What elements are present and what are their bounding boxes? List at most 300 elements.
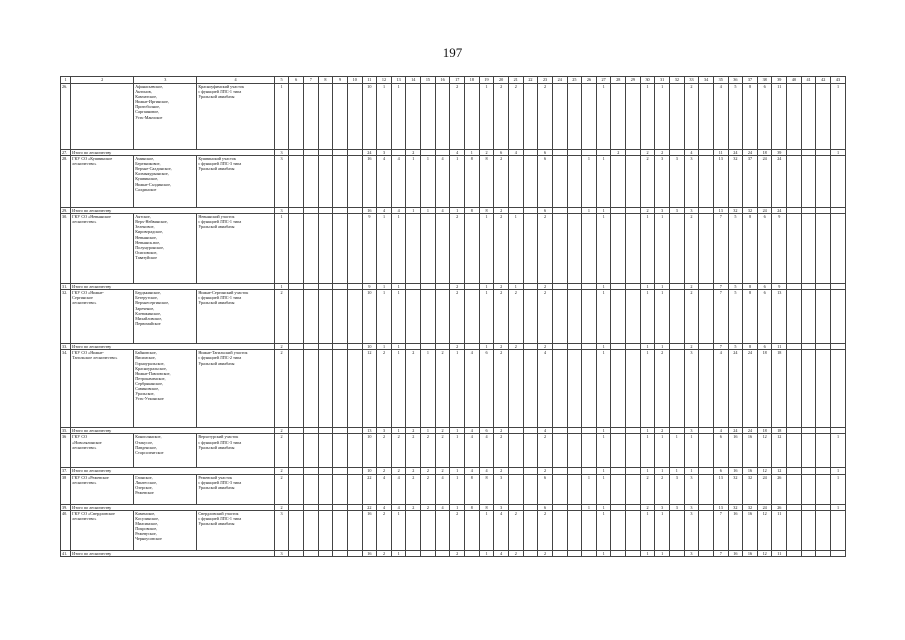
value-cell: 2 [450,344,465,350]
value-cell [318,214,333,284]
value-cell: 18 [772,428,787,434]
value-cell: 9 [362,214,377,284]
value-cell [567,290,582,344]
value-cell [801,510,816,550]
value-cell [699,550,714,556]
value-cell: 1 [391,428,406,434]
value-cell: 9 [772,284,787,290]
column-number-cell: 22 [523,77,538,84]
value-cell [626,474,641,504]
value-cell [303,156,318,208]
value-cell: 1 [596,290,611,344]
value-cell: 2 [421,434,436,468]
value-cell: 1 [479,290,494,344]
value-cell: 13 [362,428,377,434]
value-cell: 5 [728,84,743,150]
subtotal-label-cell: Итого по лесничеству [71,150,275,156]
value-cell: 1 [596,550,611,556]
value-cell [816,156,831,208]
value-cell: 4 [377,474,392,504]
value-cell: 3 [670,156,685,208]
value-cell: 1 [655,510,670,550]
value-cell [787,350,802,428]
value-cell [670,290,685,344]
value-cell: 8 [743,214,758,284]
value-cell: 2 [538,510,553,550]
value-cell [435,84,450,150]
value-cell [816,510,831,550]
value-cell [289,214,304,284]
value-cell: 4 [479,434,494,468]
value-cell: 1 [391,350,406,428]
value-cell [523,510,538,550]
value-cell: 24 [728,428,743,434]
value-cell [421,214,436,284]
value-cell: 1 [640,290,655,344]
value-cell [816,84,831,150]
value-cell: 7 [713,344,728,350]
value-cell: 6 [713,434,728,468]
subtotal-label-cell: Итого по лесничеству [71,208,275,214]
value-cell: 24 [743,350,758,428]
value-cell [611,350,626,428]
value-cell: 4 [538,428,553,434]
value-cell [582,434,597,468]
value-cell: 16 [728,550,743,556]
value-cell: 4 [465,468,480,474]
value-cell: 13 [713,474,728,504]
value-cell [435,550,450,556]
value-cell: 5 [728,290,743,344]
column-number-cell: 13 [391,77,406,84]
value-cell: 6 [757,214,772,284]
value-cell: 16 [728,510,743,550]
value-cell: 3 [494,504,509,510]
value-cell: 11 [772,550,787,556]
value-cell [552,84,567,150]
value-cell [303,350,318,428]
value-cell: 2 [406,474,421,504]
subtotal-label-cell: Итого по лесничеству [71,504,275,510]
value-cell: 2 [494,208,509,214]
row-number-cell: 28. [61,156,71,208]
value-cell: 4 [508,150,523,156]
value-cell [801,290,816,344]
value-cell: 4 [713,84,728,150]
column-number-cell: 35 [713,77,728,84]
value-cell: 12 [757,510,772,550]
value-cell: 2 [538,344,553,350]
column-number-cell: 30 [640,77,655,84]
value-cell: 32 [743,208,758,214]
value-cell: 1 [596,84,611,150]
value-cell [831,156,846,208]
column-number-cell: 10 [347,77,362,84]
value-cell [582,290,597,344]
value-cell [465,510,480,550]
value-cell: 10 [362,290,377,344]
row-number-cell: 35. [61,428,71,434]
table-row [61,84,846,150]
value-cell: 2 [274,428,289,434]
row-number-cell: 38 [61,474,71,504]
value-cell: 1 [406,156,421,208]
value-cell: 3 [655,156,670,208]
value-cell [508,474,523,504]
value-cell [303,550,318,556]
value-cell: 1 [684,434,699,468]
value-cell [787,550,802,556]
value-cell: 2 [611,150,626,156]
value-cell: 2 [450,284,465,290]
value-cell [626,510,641,550]
value-cell: 1 [596,434,611,468]
value-cell [289,434,304,468]
districts-cell: Бердькинское, Бетерутское, Верхнесергинское, Зареченое, Клевакинское, Михайловское, Первомайское [134,290,197,344]
value-cell [318,84,333,150]
value-cell: 1 [274,284,289,290]
value-cell: 1 [391,344,406,350]
column-number-cell: 17 [450,77,465,84]
value-cell [552,290,567,344]
value-cell [289,510,304,550]
value-cell [333,474,348,504]
column-number-cell: 23 [538,77,553,84]
value-cell: 1 [421,428,436,434]
value-cell: 2 [406,468,421,474]
value-cell [552,550,567,556]
value-cell [699,156,714,208]
value-cell: 16 [743,550,758,556]
districts-cell: Каменское, Косулинское, Миасинское, Покровское, Режевуское, Черноусовское [134,510,197,550]
value-cell: 4 [435,474,450,504]
column-number-cell: 31 [655,77,670,84]
value-cell: 2 [450,290,465,344]
value-cell: 2 [508,344,523,350]
value-cell [289,550,304,556]
value-cell [582,510,597,550]
column-number-cell: 28 [611,77,626,84]
value-cell: 1 [450,350,465,428]
subtotal-label-cell: Итого по лесничеству [71,468,275,474]
column-number-cell: 26 [582,77,597,84]
value-cell [552,510,567,550]
value-cell: 16 [743,468,758,474]
value-cell: 13 [713,504,728,510]
value-cell: 4 [435,156,450,208]
value-cell: 1 [596,156,611,208]
value-cell: 1 [831,468,846,474]
value-cell: 13 [713,156,728,208]
value-cell: 7 [713,550,728,556]
value-cell: 2 [640,156,655,208]
value-cell [523,156,538,208]
column-number-cell: 16 [435,77,450,84]
value-cell: 12 [757,468,772,474]
value-cell: 2 [538,84,553,150]
value-cell [787,474,802,504]
value-cell: 13 [713,208,728,214]
column-number-cell: 15 [421,77,436,84]
forestry-name-cell: ГКУ СО «Новолялинское лесничество» [71,434,134,468]
value-cell: 37 [743,156,758,208]
value-cell [699,290,714,344]
column-number-cell: 42 [816,77,831,84]
column-number-cell: 6 [289,77,304,84]
value-cell: 1 [421,350,436,428]
value-cell: 1 [391,214,406,284]
value-cell [699,510,714,550]
value-cell: 4 [465,428,480,434]
value-cell [465,84,480,150]
value-cell: 1 [391,550,406,556]
value-cell: 8 [465,208,480,214]
value-cell: 2 [274,504,289,510]
row-number-cell: 32. [61,290,71,344]
value-cell [303,84,318,150]
value-cell: 10 [362,434,377,468]
forest-fire-resources-table [60,76,846,557]
value-cell: 1 [450,428,465,434]
value-cell: 2 [494,156,509,208]
value-cell: 6 [757,344,772,350]
value-cell [816,474,831,504]
value-cell: 4 [713,428,728,434]
value-cell: 13 [772,290,787,344]
value-cell: 1 [596,344,611,350]
forestry-name-cell: ГКУ СО «Нижне- Тагильское лесничество» [71,350,134,428]
value-cell: 3 [377,428,392,434]
value-cell: 3 [684,208,699,214]
districts-cell: Глинское, Линтесское, Озерское, Режевское [134,474,197,504]
value-cell: 1 [479,550,494,556]
value-cell [406,550,421,556]
value-cell: 24 [362,150,377,156]
value-cell: 1 [831,84,846,150]
value-cell [523,214,538,284]
value-cell: 10 [362,84,377,150]
value-cell [347,510,362,550]
value-cell: 1 [450,504,465,510]
value-cell: 4 [377,156,392,208]
value-cell [347,434,362,468]
value-cell [508,350,523,428]
value-cell: 2 [450,84,465,150]
value-cell: 4 [713,350,728,428]
value-cell: 2 [406,504,421,510]
column-number-cell: 29 [626,77,641,84]
value-cell [508,156,523,208]
value-cell: 6 [538,150,553,156]
value-cell: 2 [494,84,509,150]
value-cell [421,290,436,344]
value-cell: 5 [728,214,743,284]
value-cell: 4 [684,150,699,156]
value-cell [816,290,831,344]
value-cell: 1 [684,468,699,474]
value-cell [552,434,567,468]
value-cell: 2 [655,474,670,504]
value-cell: 2 [274,434,289,468]
data-table-container [60,76,846,557]
forestry-name-cell: ГКУ СО «Режевское лесничество» [71,474,134,504]
page-number: 197 [442,45,463,60]
value-cell: 1 [479,84,494,150]
table-row [61,434,846,468]
value-cell: 1 [640,350,655,428]
value-cell [465,214,480,284]
column-number-cell: 21 [508,77,523,84]
value-cell: 8 [465,156,480,208]
value-cell [816,434,831,468]
value-cell: 2 [684,284,699,290]
value-cell: 2 [377,434,392,468]
value-cell: 2 [640,474,655,504]
value-cell [406,214,421,284]
value-cell: 4 [391,208,406,214]
value-cell [289,156,304,208]
row-number-cell: 33. [61,344,71,350]
value-cell [626,434,641,468]
value-cell: 1 [479,214,494,284]
value-cell: 2 [435,350,450,428]
column-number-cell: 1 [61,77,71,84]
value-cell [567,474,582,504]
value-cell: 8 [743,84,758,150]
value-cell [421,550,436,556]
value-cell: 2 [435,428,450,434]
value-cell: 11 [772,84,787,150]
value-cell: 1 [582,504,597,510]
value-cell [333,434,348,468]
value-cell [552,156,567,208]
value-cell: 16 [743,434,758,468]
value-cell: 6 [538,474,553,504]
value-cell: 11 [713,150,728,156]
value-cell: 1 [406,208,421,214]
value-cell: 24 [757,208,772,214]
value-cell: 8 [743,284,758,290]
value-cell: 2 [450,214,465,284]
value-cell [611,434,626,468]
value-cell: 2 [421,474,436,504]
value-cell [611,84,626,150]
value-cell: 2 [538,434,553,468]
value-cell: 16 [362,208,377,214]
value-cell: 3 [684,350,699,428]
value-cell: 32 [728,156,743,208]
value-cell: 2 [435,434,450,468]
value-cell: 6 [713,468,728,474]
value-cell [626,350,641,428]
value-cell: 1 [450,208,465,214]
value-cell: 1 [640,84,655,150]
value-cell: 2 [494,284,509,290]
value-cell [611,474,626,504]
value-cell: 8 [743,344,758,350]
value-cell [670,84,685,150]
districts-cell: Коноплянское, Отакусое, Павденское, Старсолентское [134,434,197,468]
column-number-cell: 38 [757,77,772,84]
row-number-cell: 29. [61,208,71,214]
value-cell: 6 [479,350,494,428]
value-cell [831,510,846,550]
value-cell: 1 [421,156,436,208]
value-cell: 1 [831,150,846,156]
value-cell [523,474,538,504]
value-cell: 6 [538,208,553,214]
value-cell: 24 [728,350,743,428]
forestry-name-cell: ГКУ СО «Нижне- Сергинское лесничество» [71,290,134,344]
value-cell: 24 [772,208,787,214]
value-cell: 3 [274,156,289,208]
value-cell: 2 [274,350,289,428]
column-number-cell: 39 [772,77,787,84]
value-cell [523,434,538,468]
subtotal-label-cell: Итого по лесничеству [71,284,275,290]
value-cell [435,290,450,344]
column-number-cell: 14 [406,77,421,84]
value-cell [787,214,802,284]
value-cell: 4 [494,510,509,550]
value-cell: 1 [479,344,494,350]
value-cell: 22 [362,474,377,504]
value-cell: 7 [713,284,728,290]
value-cell: 9 [772,214,787,284]
value-cell: 1 [274,214,289,284]
value-cell: 3 [670,474,685,504]
column-number-row [61,77,846,84]
value-cell: 1 [640,428,655,434]
value-cell: 8 [479,208,494,214]
value-cell [523,84,538,150]
value-cell: 1 [450,468,465,474]
value-cell [699,474,714,504]
value-cell [347,350,362,428]
value-cell: 2 [538,550,553,556]
value-cell: 1 [640,344,655,350]
value-cell: 2 [479,150,494,156]
value-cell [626,84,641,150]
value-cell: 18 [757,150,772,156]
column-number-cell: 5 [274,77,289,84]
value-cell: 22 [362,504,377,510]
value-cell [289,84,304,150]
value-cell: 2 [655,428,670,434]
value-cell: 1 [508,284,523,290]
value-cell [801,550,816,556]
value-cell: 8 [465,504,480,510]
value-cell [347,550,362,556]
column-number-cell: 20 [494,77,509,84]
table-row [61,156,846,208]
value-cell [465,290,480,344]
value-cell [465,550,480,556]
value-cell [318,290,333,344]
value-cell: 2 [640,150,655,156]
value-cell: 2 [274,468,289,474]
value-cell: 1 [596,214,611,284]
column-number-cell: 3 [134,77,197,84]
value-cell: 1 [655,434,670,468]
value-cell: 10 [362,344,377,350]
value-cell: 2 [406,350,421,428]
value-cell: 2 [377,350,392,428]
value-cell [347,290,362,344]
value-cell [406,290,421,344]
value-cell: 1 [377,214,392,284]
value-cell: 3 [655,504,670,510]
